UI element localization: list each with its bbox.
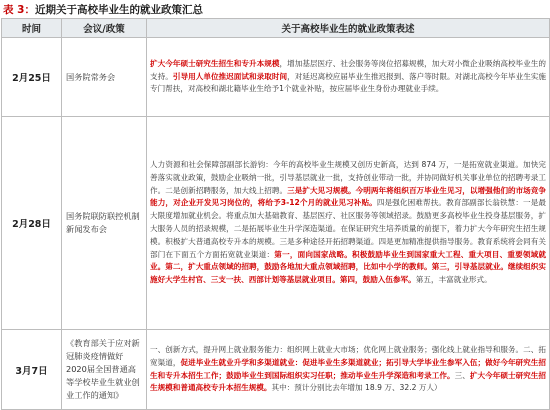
row-meeting: 国务院常务会: [62, 38, 147, 117]
header-description: 关于高校毕业生的就业政策表述: [147, 19, 550, 38]
row-meeting: 国务院联防联控机制新闻发布会: [62, 117, 147, 330]
row-description: [147, 330, 550, 410]
text-segment: ，增加基层医疗、社会服务等岗位招募规模，加大对小微企业吸纳高校毕业生的支持。: [150, 58, 546, 81]
text-segment: 三、: [454, 370, 470, 380]
text-segment: 一、创新方式，提升网上就业服务能力：组织网上就业大市场；优化网上就业服务；强化线上就业指导和服务。二、拓宽渠道，: [150, 344, 546, 367]
text-segment: 促进毕业生就业升学和多渠道就业：促进毕业生多渠道就业；拓引导大学毕业生参军入伍；做好今年研究生招生和专升本招生工作；鼓励毕业生到国际组织实习任职；推动毕业生升学深造和考录工作。: [150, 357, 546, 380]
text-segment: 扩大今年硕士研究生招生规模和普通高校专升本招生规模。: [150, 370, 547, 393]
policy-table: [1, 18, 550, 410]
text-segment: 人力资源和社会保障部副部长游钧：今年的高校毕业生规模又创历史新高，达到 874 万，一是拓宽就业渠道。加快完善落实就业政策，鼓励企业吸纳一批，引导基层就业一批，支持创业带动一批，并协同做好机关事业单位的招聘考录工作。二是创新招聘服务，加大线上招聘。: [150, 160, 546, 195]
header-time: 时间: [2, 19, 62, 38]
table-row: [2, 330, 550, 410]
row-meeting: 《教育部关于应对新冠肺炎疫情做好2020届全国普通高等学校毕业生就业创业工作的通知》: [62, 330, 147, 410]
caption-text: 近期关于高校毕业生的就业政策汇总: [34, 4, 203, 16]
table-row: [2, 38, 550, 117]
header-row: [2, 19, 550, 38]
text-segment: 三是扩大见习规模。今明两年将组织百万毕业生见习，以增强他们的市场竞争能力，对企业开发见习岗位的，将给予3-12个月的就业见习补贴。: [150, 185, 547, 208]
row-description: [147, 117, 550, 330]
table-caption: [3, 2, 203, 18]
text-segment: 第一，面向国家战略。积极鼓励毕业生到国家重大工程、重大项目、重要领域就业。第二，扩大重点领域的招聘，鼓励各地加大重点领域招聘，比如中小学的教师。第三，引导基层就业。继续组织实施好大学生村官、三支一扶、西部计划等基层就业项目。第四，鼓励入伍参军。: [150, 249, 547, 285]
text-segment: 四是强化困难帮扶。教育部副部长翁铁慧：一是最大限度增加就业机会。将重点加大基础教育、基层医疗、社区服务等领域招录。鼓励更多高校毕业生投身基层服务，扩大服务人员的招录规模，二是拓展毕业生升学深造渠道。在保证研究生培养质量的前提下，着力扩大今年研究生招生规模。积极扩大普通高校专升本的规模。三是多种途径开拓招聘渠道。四是更加精准提供指导服务。教育系统将会同有关部门在下面五个方面拓宽就业渠道：: [150, 198, 547, 259]
text-segment: 其中：预计分别比去年增加 18.9 万、32.2 万人）: [271, 383, 442, 393]
text-segment: 引导用人单位推迟面试和录取时间: [172, 71, 288, 81]
table-row: [2, 117, 550, 330]
row-date: 3月7日: [2, 330, 62, 410]
row-date: 2月28日: [2, 117, 62, 330]
text-segment: 扩大今年硕士研究生招生和专升本规模: [150, 58, 280, 68]
caption-number: 表 3：: [3, 4, 35, 16]
row-date: 2月25日: [2, 38, 62, 117]
text-segment: ，对延迟离校应届毕业生推迟报到、落户等时限。对湖北高校今年毕业生实施专门帮扶，对高校和湖北籍毕业生给予1个就业补贴，按应届毕业生身份办理就业手续。: [150, 71, 547, 94]
header-meeting: 会议/政策: [62, 19, 147, 38]
row-description: [147, 38, 550, 117]
text-segment: 第五，丰富就业形式。: [415, 275, 492, 285]
